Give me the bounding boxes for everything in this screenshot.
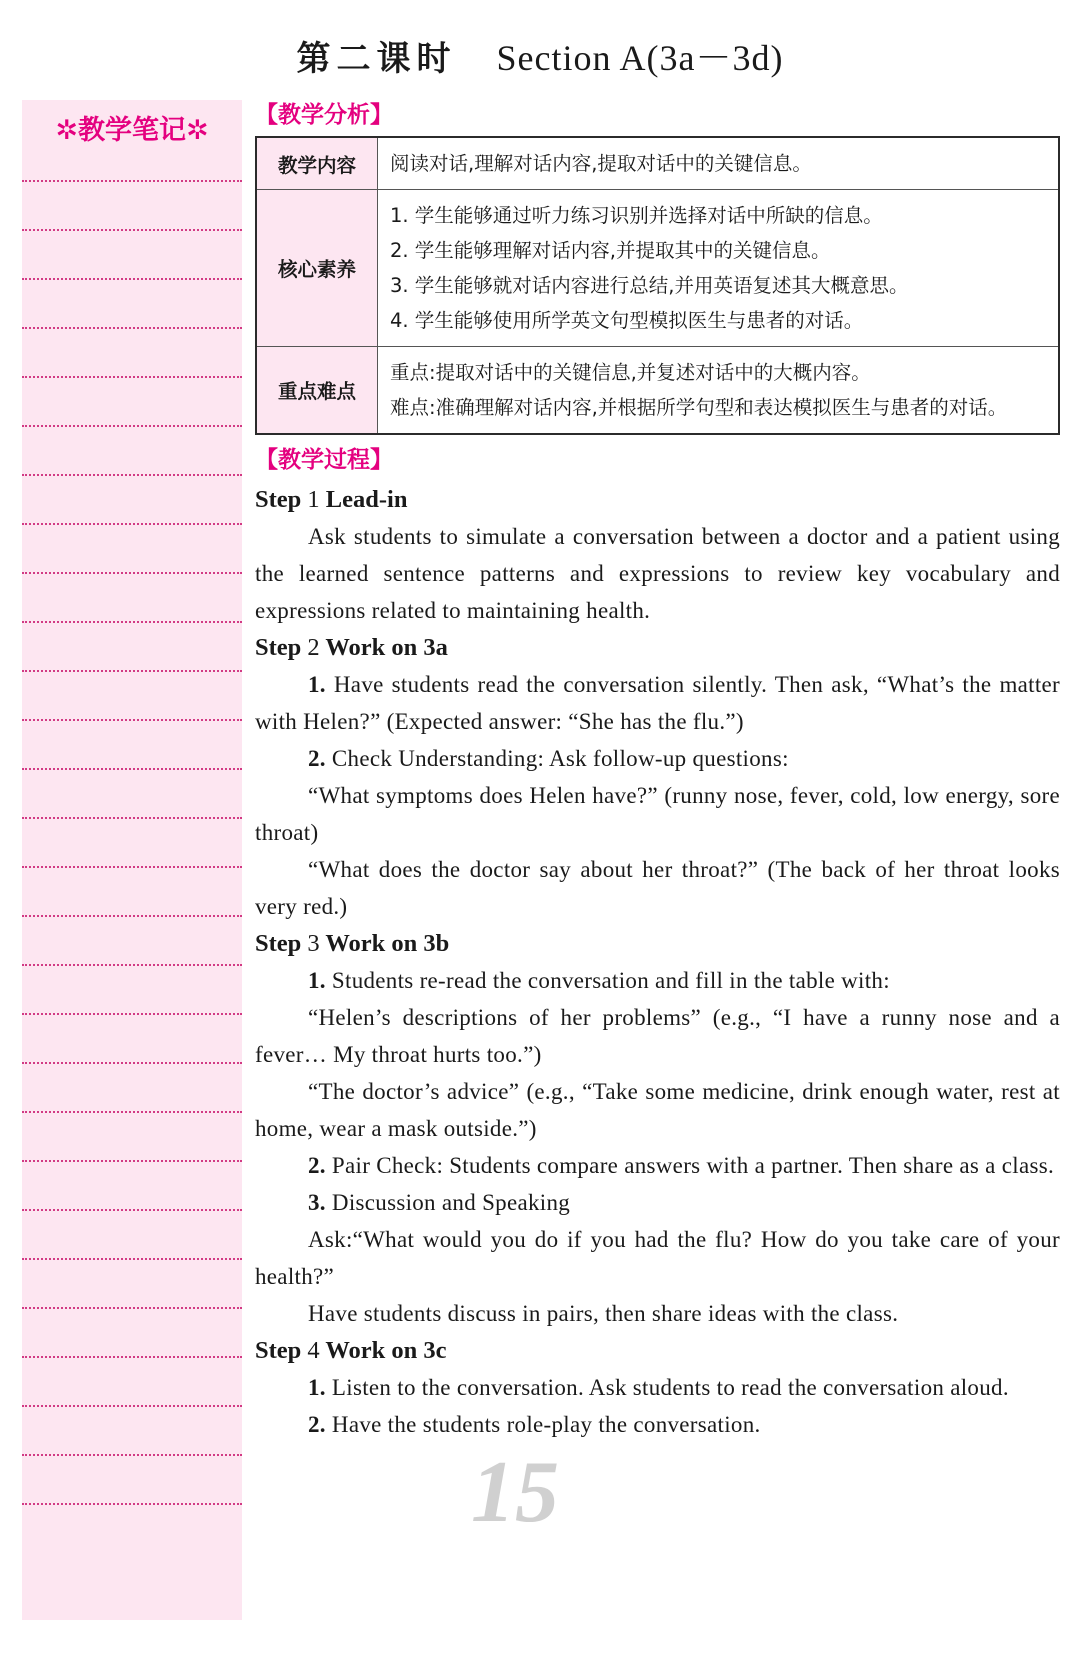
row-key: 教学内容 bbox=[256, 137, 378, 190]
page-header bbox=[0, 30, 1080, 86]
note-line bbox=[22, 866, 242, 868]
row-line: 阅读对话,理解对话内容,提取对话中的关键信息。 bbox=[390, 152, 812, 175]
process-heading: 【教学过程】 bbox=[255, 447, 393, 473]
note-line bbox=[22, 964, 242, 966]
notes-title: ✲教学笔记✲ bbox=[55, 115, 209, 146]
row-line: 重点:提取对话中的关键信息,并复述对话中的大概内容。 bbox=[390, 361, 871, 384]
note-line bbox=[22, 1160, 242, 1162]
row-line: 1. 学生能够通过听力练习识别并选择对话中所缺的信息。 bbox=[390, 204, 883, 227]
note-line bbox=[22, 915, 242, 917]
note-line bbox=[22, 817, 242, 819]
paragraph: “What symptoms does Helen have?” (runny nose, fever, cold, low energy, sore throat) bbox=[255, 783, 1060, 845]
paragraph: Ask:“What would you do if you had the flu? How do you take care of your health?” bbox=[255, 1227, 1060, 1289]
item-text: Have the students role-play the conversation. bbox=[325, 1412, 761, 1437]
row-value bbox=[378, 137, 1060, 190]
note-line bbox=[22, 425, 242, 427]
item-number: 3. bbox=[308, 1190, 326, 1215]
paragraph bbox=[255, 1184, 1060, 1221]
lesson-label: 第二课时 bbox=[296, 39, 457, 79]
step-heading bbox=[255, 481, 1060, 518]
row-value bbox=[378, 190, 1060, 347]
table-row bbox=[256, 190, 1059, 347]
item-number: 2. bbox=[308, 1153, 326, 1178]
paragraph bbox=[255, 962, 1060, 999]
note-line bbox=[22, 523, 242, 525]
row-key: 重点难点 bbox=[256, 347, 378, 435]
item-number: 1. bbox=[308, 672, 326, 697]
step-number: 3 bbox=[307, 930, 320, 957]
paragraph bbox=[255, 1369, 1060, 1406]
note-line bbox=[22, 1062, 242, 1064]
note-line bbox=[22, 1111, 242, 1113]
note-line bbox=[22, 719, 242, 721]
paragraph: “What does the doctor say about her throat?” (The back of her throat looks very red.) bbox=[255, 857, 1060, 919]
section-label: Section A(3a－3d) bbox=[496, 38, 784, 78]
step-label: Step bbox=[255, 486, 302, 513]
note-line bbox=[22, 327, 242, 329]
note-line bbox=[22, 1503, 242, 1505]
step-number: 2 bbox=[307, 634, 320, 661]
step-label: Step bbox=[255, 1337, 302, 1364]
step-heading bbox=[255, 629, 1060, 666]
note-line bbox=[22, 1209, 242, 1211]
item-text: Students re-read the conversation and fill in the table with: bbox=[325, 968, 890, 993]
row-key: 核心素养 bbox=[256, 190, 378, 347]
row-line: 3. 学生能够就对话内容进行总结,并用英语复述其大概意思。 bbox=[390, 274, 909, 297]
note-line bbox=[22, 278, 242, 280]
paragraph: Ask students to simulate a conversation between a doctor and a patient using the learned sentence patterns and expressions to review key vocabulary and expressions related to maintaining health. bbox=[255, 524, 1060, 623]
item-text: Discussion and Speaking bbox=[325, 1190, 571, 1215]
row-line: 2. 学生能够理解对话内容,并提取其中的关键信息。 bbox=[390, 239, 831, 262]
step-label: Step bbox=[255, 930, 302, 957]
analysis-heading: 【教学分析】 bbox=[255, 102, 393, 128]
item-text: Listen to the conversation. Ask students to read the conversation aloud. bbox=[325, 1375, 1009, 1400]
paragraph: “Helen’s descriptions of her problems” (e.g., “I have a runny nose and a fever… My throat hurts too.”) bbox=[255, 1005, 1060, 1067]
paragraph bbox=[255, 740, 1060, 777]
note-line bbox=[22, 180, 242, 182]
row-value bbox=[378, 347, 1060, 435]
paragraph bbox=[255, 1147, 1060, 1184]
step-title: Work on 3b bbox=[325, 930, 450, 957]
item-number: 1. bbox=[308, 1375, 326, 1400]
notes-sidebar bbox=[22, 100, 242, 1620]
row-line: 4. 学生能够使用所学英文句型模拟医生与患者的对话。 bbox=[390, 309, 864, 332]
analysis-table bbox=[255, 136, 1060, 435]
note-line bbox=[22, 572, 242, 574]
note-line bbox=[22, 376, 242, 378]
note-line bbox=[22, 1307, 242, 1309]
item-text: Pair Check: Students compare answers with a partner. Then share as a class. bbox=[325, 1153, 1054, 1178]
paragraph: Have students discuss in pairs, then share ideas with the class. bbox=[308, 1301, 899, 1326]
paragraph bbox=[255, 1406, 1060, 1443]
note-line bbox=[22, 1405, 242, 1407]
table-row bbox=[256, 137, 1059, 190]
note-line bbox=[22, 229, 242, 231]
item-number: 2. bbox=[308, 1412, 326, 1437]
note-line bbox=[22, 1356, 242, 1358]
row-line: 难点:准确理解对话内容,并根据所学句型和表达模拟医生与患者的对话。 bbox=[390, 396, 1008, 419]
note-line bbox=[22, 621, 242, 623]
step-title: Lead-in bbox=[325, 486, 408, 513]
item-number: 1. bbox=[308, 968, 326, 993]
note-line bbox=[22, 670, 242, 672]
item-text: Check Understanding: Ask follow-up questions: bbox=[325, 746, 789, 771]
step-title: Work on 3c bbox=[325, 1337, 447, 1364]
item-number: 2. bbox=[308, 746, 326, 771]
main-content bbox=[255, 98, 1060, 1443]
note-line bbox=[22, 768, 242, 770]
step-heading bbox=[255, 1332, 1060, 1369]
step-number: 1 bbox=[307, 486, 320, 513]
note-line bbox=[22, 1454, 242, 1456]
page-number: 15 bbox=[471, 1444, 559, 1541]
note-line bbox=[22, 1013, 242, 1015]
table-row bbox=[256, 347, 1059, 435]
step-title: Work on 3a bbox=[325, 634, 448, 661]
step-number: 4 bbox=[307, 1337, 320, 1364]
item-text: Have students read the conversation silently. Then ask, “What’s the matter with Helen?” (Expected answer: “She has the flu.”) bbox=[255, 672, 1060, 734]
note-line bbox=[22, 1258, 242, 1260]
step-label: Step bbox=[255, 634, 302, 661]
step-heading bbox=[255, 925, 1060, 962]
paragraph: “The doctor’s advice” (e.g., “Take some medicine, drink enough water, rest at home, wear a mask outside.”) bbox=[255, 1079, 1060, 1141]
paragraph bbox=[255, 666, 1060, 740]
note-line bbox=[22, 474, 242, 476]
